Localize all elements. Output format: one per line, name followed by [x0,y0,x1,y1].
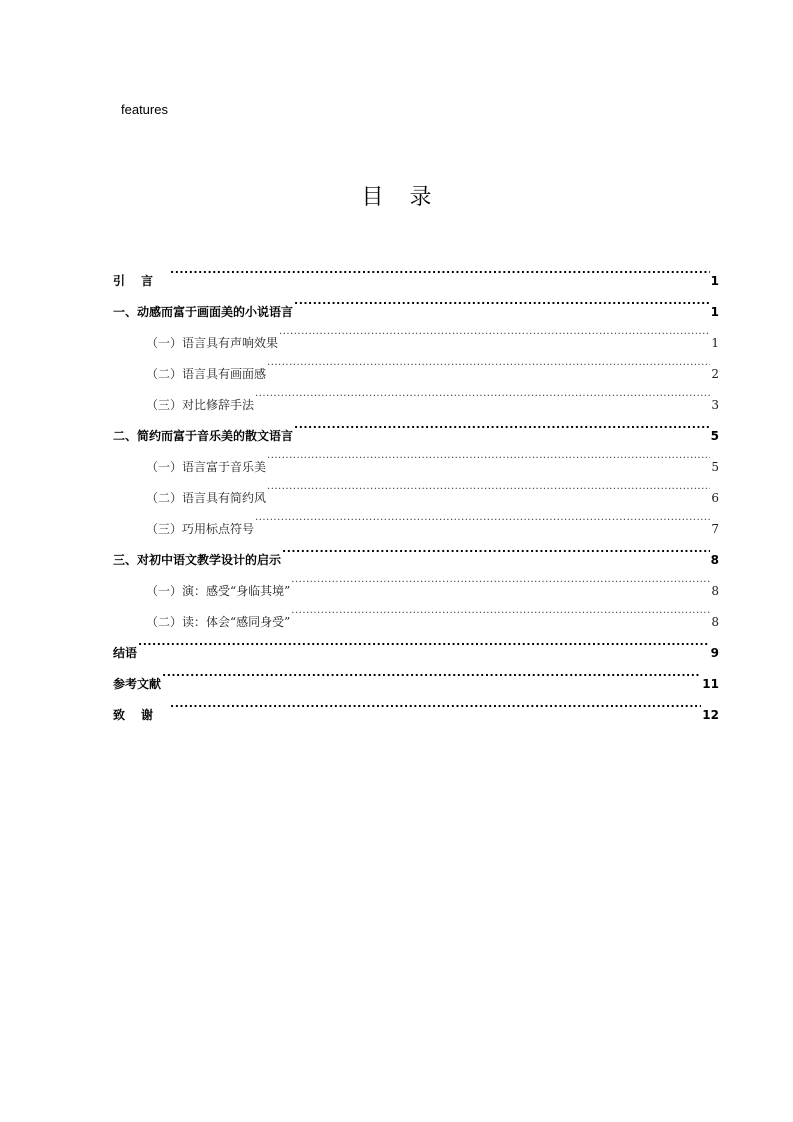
toc-entry-label: 引言 [113,274,170,288]
toc-entry-page: 3 [711,398,719,412]
toc-entry-page: 9 [710,646,719,660]
toc-entry-section-2[interactable] [113,420,719,451]
toc-entry-page: 5 [711,460,719,474]
toc-entry-section-3-2[interactable] [113,606,719,637]
toc-entry-page: 8 [711,584,719,598]
toc-leader-dots [255,389,710,409]
toc-entry-intro[interactable] [113,265,719,296]
toc-entry-label: （一）语言具有声响效果 [146,336,279,350]
toc-leader-dots [267,451,710,471]
toc-entry-label: （二）语言具有简约风 [146,491,267,505]
toc-entry-page: 5 [710,429,719,443]
toc-leader-dots [279,327,710,347]
toc-entry-page: 8 [711,615,719,629]
toc-entry-section-1-2[interactable] [113,358,719,389]
toc-entry-label: 结语 [113,646,138,660]
toc-leader-dots [170,265,710,285]
toc-entry-section-1[interactable] [113,296,719,327]
toc-entry-page: 1 [710,305,719,319]
table-of-contents [113,265,719,730]
toc-entry-page: 12 [702,708,719,722]
toc-entry-section-2-2[interactable] [113,482,719,513]
toc-leader-dots [138,637,710,657]
toc-entry-section-1-1[interactable] [113,327,719,358]
toc-entry-section-1-3[interactable] [113,389,719,420]
toc-entry-page: 1 [711,336,719,350]
toc-title: 目录 [361,185,458,210]
toc-entry-page: 7 [711,522,719,536]
toc-entry-label: （三）巧用标点符号 [146,522,255,536]
toc-entry-label: 参考文献 [113,677,162,691]
toc-entry-page: 11 [702,677,719,691]
toc-entry-page: 6 [711,491,719,505]
toc-leader-dots [291,606,710,626]
toc-leader-dots [255,513,710,533]
toc-entry-label: （二）语言具有画面感 [146,367,267,381]
toc-entry-label: 致谢 [113,708,170,722]
toc-entry-label: （一）演：感受“身临其境” [146,584,291,598]
toc-entry-section-2-1[interactable] [113,451,719,482]
toc-entry-label: （一）语言富于音乐美 [146,460,267,474]
toc-entry-label: （二）读：体会“感同身受” [146,615,291,629]
toc-entry-label: 三、对初中语文教学设计的启示 [113,553,282,567]
toc-entry-page: 8 [710,553,719,567]
toc-entry-label: 一、动感而富于画面美的小说语言 [113,305,294,319]
toc-entry-section-3[interactable] [113,544,719,575]
toc-leader-dots [267,482,710,502]
toc-entry-acknowledgements[interactable] [113,699,719,730]
toc-entry-section-3-1[interactable] [113,575,719,606]
toc-leader-dots [162,668,701,688]
toc-entry-page: 2 [711,367,719,381]
header-word: features [121,102,168,117]
toc-entry-label: 二、简约而富于音乐美的散文语言 [113,429,294,443]
toc-leader-dots [291,575,710,595]
toc-leader-dots [170,699,701,719]
toc-entry-section-2-3[interactable] [113,513,719,544]
toc-entry-conclusion[interactable] [113,637,719,668]
toc-leader-dots [267,358,710,378]
toc-leader-dots [282,544,710,564]
toc-entry-label: （三）对比修辞手法 [146,398,255,412]
toc-leader-dots [294,420,710,440]
toc-entry-references[interactable] [113,668,719,699]
toc-leader-dots [294,296,710,316]
toc-entry-page: 1 [710,274,719,288]
